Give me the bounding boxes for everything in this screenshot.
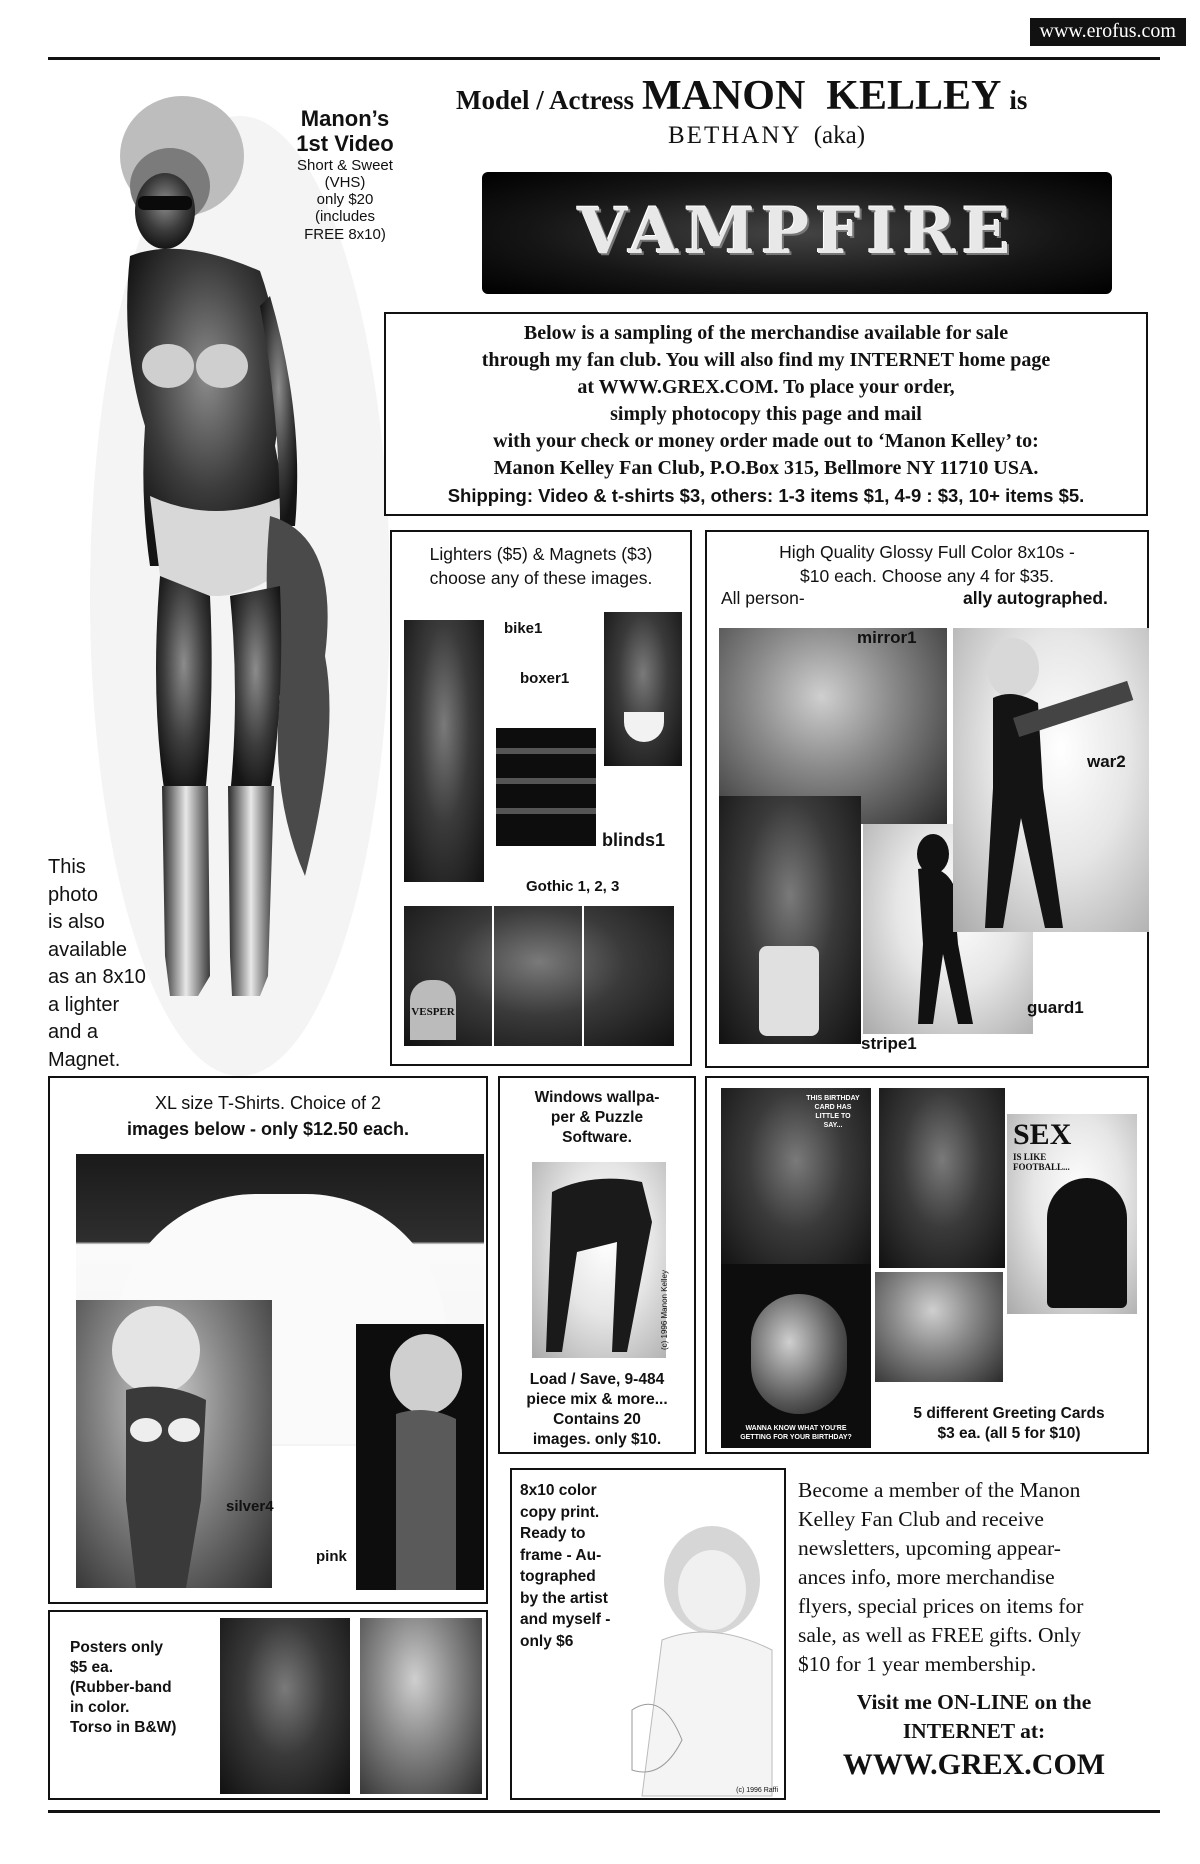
card1-text-line: CARD HAS [814,1104,852,1111]
lighters-title-2: choose any of these images. [429,568,653,588]
intro-line: with your check or money order made out to ‘Manon Kelley’ to: [493,430,1039,452]
greeting-cards-box [705,1076,1149,1454]
photo-note-line: This [48,856,86,878]
first-video-promo [280,106,410,243]
war2-figure [953,628,1149,932]
cards-caption-2: $3 ea. (all 5 for $10) [937,1425,1081,1442]
poster1-image [220,1618,350,1794]
intro-line: at WWW.GREX.COM. To place your order, [577,376,955,398]
posters-text-line: Posters only [70,1639,164,1656]
membership-line: Kelley Fan Club and receive [798,1507,1044,1531]
vampfire-logo-text: VAMPFIRE [577,194,1017,269]
subheadline [668,122,968,156]
visit-online-line-1: Visit me ON-LINE on the [856,1690,1092,1714]
label-blinds1: blinds1 [602,830,666,850]
intro-box [384,312,1148,516]
label-pink: pink [316,1548,347,1565]
photo-note-line: available [48,938,127,961]
gothic-divider [582,906,584,1046]
label-gothic: Gothic 1, 2, 3 [526,878,620,895]
card4-text-line: GETTING FOR YOUR BIRTHDAY? [740,1434,852,1441]
card1-image [721,1088,871,1270]
first-video-title-2: 1st Video [296,131,394,157]
color-print-line: copy print. [520,1503,600,1521]
bike1-image [404,620,484,882]
tshirts-box [48,1076,488,1604]
first-video-line-3: only $20 [316,191,374,209]
label-bike1: bike1 [504,620,543,637]
card3-image [1007,1114,1137,1314]
membership-line: Become a member of the Manon [798,1478,1081,1502]
posters-box [48,1610,488,1800]
software-body-1: Load / Save, 9-484 [529,1371,665,1388]
card1-text [803,1094,863,1130]
cards-caption [867,1404,1151,1444]
intro-line: simply photocopy this page and mail [610,403,922,425]
subheadline-name: BETHANY [668,122,802,149]
headline-pre: Model / Actress [456,85,634,115]
card1-text-line: LITTLE TO [815,1113,851,1120]
tombstone: VESPER [410,980,456,1040]
color-print-line: 8x10 color [520,1482,597,1499]
membership-line: flyers, special prices on items for [798,1594,1084,1618]
lighters-magnets-box [390,530,692,1066]
sketch-portrait-image [602,1510,782,1796]
blind-slat [496,748,596,754]
photo-note-line: as an 8x10 [48,966,146,988]
subheadline-aka: (aka) [813,122,866,149]
wallpaper-image [532,1162,669,1358]
lighters-title [392,542,690,590]
lighters-title-1: Lighters ($5) & Magnets ($3) [429,544,653,564]
software-title-2: per & Puzzle [550,1109,644,1126]
software-box [498,1076,696,1454]
cards-caption-1: 5 different Greeting Cards [913,1405,1105,1422]
war2-image [953,628,1149,932]
software-title-1: Windows wallpa- [534,1089,660,1106]
mirror1-image [719,628,947,824]
bottom-rule [48,1810,1160,1813]
photo-note-line: photo [48,883,99,906]
card3-small-text [1013,1152,1070,1172]
posters-text-line: (Rubber-band [70,1679,172,1696]
label-silver4: silver4 [226,1498,274,1515]
card1-text-line: THIS BIRTHDAY [806,1095,860,1102]
membership-text [798,1476,1150,1679]
card4-text [721,1424,871,1442]
pink-image [356,1324,484,1590]
pink-figure [356,1324,484,1590]
posters-text [70,1638,176,1738]
wallpaper-credit: (c) 1996 Manon Kelley [660,1270,669,1351]
headline [456,72,1156,118]
card3-silhouette [1047,1178,1127,1308]
intro-line: Manon Kelley Fan Club, P.O.Box 315, Bellmore NY 11710 USA. [493,457,1039,479]
blind-slat [496,808,596,814]
posters-text-line: Torso in B&W) [70,1719,177,1736]
stripe1-highlight [759,946,819,1036]
software-title-3: Software. [562,1129,632,1146]
watermark: www.erofus.com [1030,18,1186,46]
software-title [500,1088,694,1148]
membership-line: $10 for 1 year membership. [798,1652,1037,1676]
boxer1-image [604,612,682,766]
card1-text-line: SAY... [823,1122,843,1129]
first-video-line-1: Short & Sweet [297,156,393,174]
label-war2: war2 [1087,752,1126,771]
card2-image [879,1088,1005,1268]
color-print-line: tographed [520,1568,596,1585]
headline-post: is [1009,85,1028,115]
boxer1-highlight [624,712,664,742]
poster2-image [360,1618,482,1794]
visit-online-line-2: INTERNET at: [902,1719,1046,1743]
first-video-line-4: (includes [314,208,376,226]
first-video-line-2: (VHS) [324,173,366,191]
website-link[interactable]: WWW.GREX.COM [842,1748,1106,1781]
sketch-credit: (c) 1996 Raffi [736,1787,778,1794]
tshirts-title-2: images below - only $12.50 each. [126,1119,410,1139]
card5-image [875,1272,1003,1382]
vampfire-logo [482,172,1112,294]
label-boxer1: boxer1 [520,670,570,687]
posters-text-line: in color. [70,1699,130,1716]
first-video-title-1: Manon’s [300,106,390,131]
software-body-4: images. only $10. [532,1431,662,1448]
color-print-line: and myself - [520,1611,611,1628]
gothic-images [404,906,674,1046]
stripe1-image [719,796,861,1044]
color-print-box [510,1468,786,1800]
color-print-line: only $6 [520,1632,574,1650]
first-video-line-5: FREE 8x10) [304,225,386,243]
card3-big-text: SEX [1013,1118,1072,1151]
label-mirror1: mirror1 [857,628,917,647]
color-print-text [520,1480,610,1652]
card3-small-line: IS LIKE [1013,1152,1047,1162]
software-body-2: piece mix & more... [526,1391,668,1408]
photo-note-line: Magnet. [48,1048,121,1071]
glossy-title-3a: All person- [721,588,805,608]
photo-note-line: a lighter [48,993,120,1016]
tshirts-title-1: XL size T-Shirts. Choice of 2 [154,1093,382,1113]
card4-text-line: WANNA KNOW WHAT YOU'RE [745,1425,847,1432]
card3-small-line: FOOTBALL... [1013,1162,1070,1172]
glossy-title-3b: ally autographed. [963,588,1108,608]
intro-line: through my fan club. You will also find my INTERNET home page [481,349,1051,371]
card4-highlight [751,1294,847,1414]
intro-line: Below is a sampling of the merchandise available for sale [523,322,1009,344]
color-print-line: frame - Au- [520,1546,602,1564]
photo-availability-note [48,854,178,1074]
label-stripe1: stripe1 [861,1034,917,1053]
card4-image [721,1264,871,1448]
glossy-title-2: $10 each. Choose any 4 for $35. [800,566,1054,586]
blind-slat [496,778,596,784]
membership-line: newsletters, upcoming appear- [798,1536,1061,1560]
tshirts-title [50,1090,486,1142]
color-print-line: by the artist [520,1589,608,1607]
label-guard1: guard1 [1027,998,1084,1017]
gothic-divider [492,906,494,1046]
posters-text-line: $5 ea. [70,1659,114,1676]
visit-online [798,1688,1150,1746]
shipping-info: Shipping: Video & t-shirts $3, others: 1-3 items $1, 4-9 : $3, 10+ items $5. [447,485,1085,506]
sketch-portrait-figure [602,1510,782,1796]
software-body-3: Contains 20 [553,1411,641,1428]
glossy-8x10-box [705,530,1149,1068]
membership-line: sale, as well as FREE gifts. Only [798,1623,1082,1647]
headline-name: MANON KELLEY [641,73,1002,119]
glossy-title-1: High Quality Glossy Full Color 8x10s - [779,542,1075,562]
color-print-line: Ready to [520,1525,586,1542]
blinds1-image [496,728,596,846]
glossy-title [707,540,1147,588]
silver4-image [76,1300,272,1588]
wallpaper-figure [532,1162,666,1358]
software-body [500,1370,694,1450]
photo-note-line: is also [48,911,105,933]
silver4-figure [76,1300,272,1588]
membership-line: ances info, more merchandise [798,1565,1055,1589]
photo-note-line: and a [48,1021,99,1043]
top-rule [48,57,1160,60]
